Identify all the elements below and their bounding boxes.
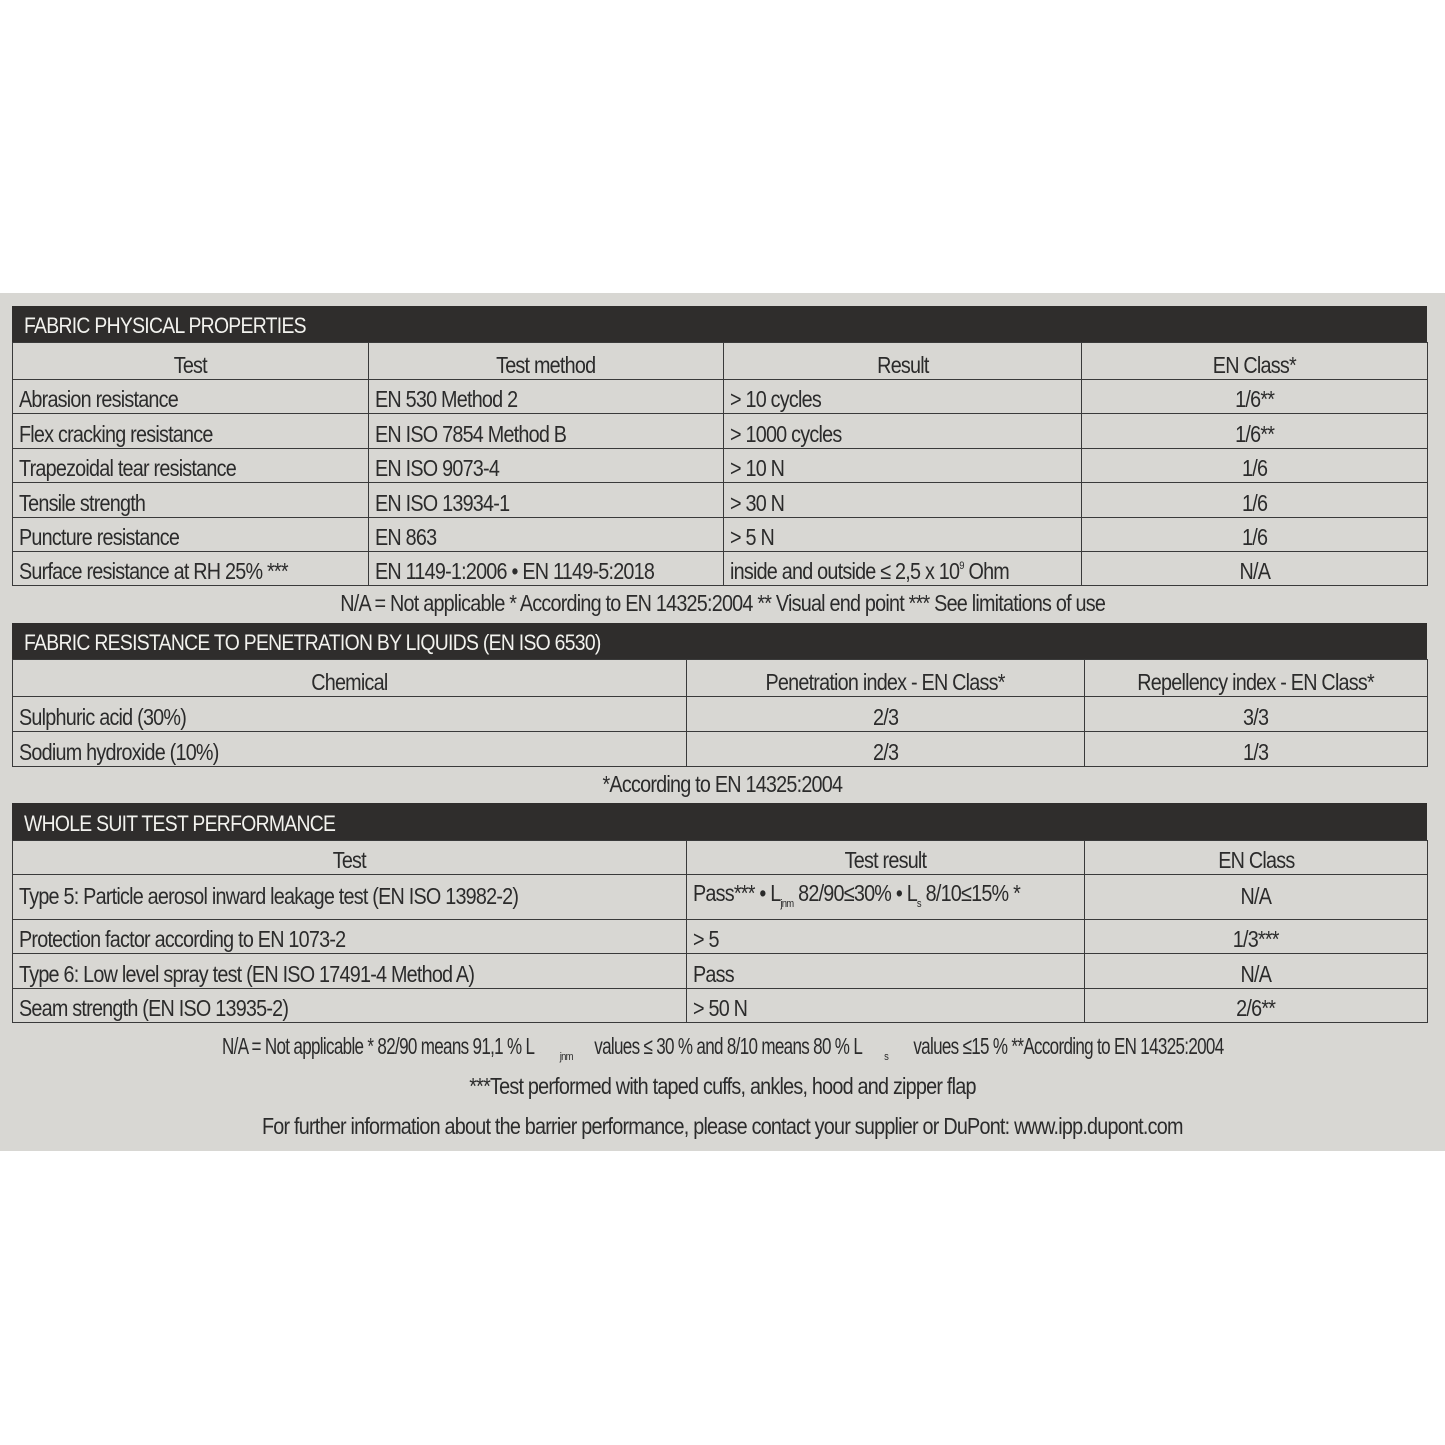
table-cell: Type 6: Low level spray test (EN ISO 17491-4 Method A) bbox=[13, 954, 687, 989]
table-cell: EN 530 Method 2 bbox=[369, 380, 724, 414]
section-title: FABRIC PHYSICAL PROPERTIES bbox=[24, 313, 306, 338]
table-cell: 1/3*** bbox=[1085, 920, 1428, 954]
footnote: ***Test performed with taped cuffs, ankles, hood and zipper flap bbox=[469, 1073, 976, 1099]
whole-suit-table bbox=[12, 840, 1428, 1023]
table-cell: Pass*** • $L_{jnm}$ 82/90≤30% • $L_s$ 8/10≤15% * bbox=[687, 875, 1085, 920]
table-cell: 1/6 bbox=[1082, 483, 1428, 518]
column-header: Test bbox=[13, 841, 687, 875]
footnote: *According to EN 14325:2004 bbox=[602, 771, 843, 797]
table-cell: Abrasion resistance bbox=[13, 380, 369, 414]
table-cell: 2/3 bbox=[687, 732, 1085, 767]
table-cell: EN ISO 13934-1 bbox=[369, 483, 724, 518]
table-cell: > 10 cycles bbox=[724, 380, 1082, 414]
table-cell: Puncture resistance bbox=[13, 518, 369, 552]
table-cell: > 10 N bbox=[724, 449, 1082, 483]
fabric-physical-table bbox=[12, 342, 1428, 586]
table-cell: > 30 N bbox=[724, 483, 1082, 518]
table-cell: Seam strength (EN ISO 13935-2) bbox=[13, 989, 687, 1023]
column-header: EN Class* bbox=[1082, 343, 1428, 380]
section-header-whole-suit bbox=[12, 803, 1427, 840]
table-cell: > 5 N bbox=[724, 518, 1082, 552]
table-cell: 3/3 bbox=[1085, 697, 1428, 732]
table-header-row bbox=[13, 841, 1428, 875]
table-cell: Sulphuric acid (30%) bbox=[13, 697, 687, 732]
footnote: N/A = Not applicable * 82/90 means 91,1 % L $_{jnm}$values ≤ 30 % and 8/10 means 80 % L $_s$values ≤15 % **According to EN 14325:2004 bbox=[221, 1033, 1224, 1063]
liquid-penetration-table bbox=[12, 659, 1428, 767]
table-cell: inside and outside ≤ 2,5 x $10^9$ Ohm bbox=[724, 552, 1082, 586]
table-row bbox=[13, 380, 1428, 414]
table-cell: 2/6** bbox=[1085, 989, 1428, 1023]
table-cell: > 5 bbox=[687, 920, 1085, 954]
table-row bbox=[13, 518, 1428, 552]
column-header: Test bbox=[13, 343, 369, 380]
contact-note: For further information about the barrier performance, please contact your supplier or DuPont: www.ipp.dupont.com bbox=[262, 1113, 1183, 1139]
table-cell: 1/6 bbox=[1082, 449, 1428, 483]
column-header: EN Class bbox=[1085, 841, 1428, 875]
table-cell: EN 1149-1:2006 • EN 1149-5:2018 bbox=[369, 552, 724, 586]
column-header: Test result bbox=[687, 841, 1085, 875]
table-cell: EN 863 bbox=[369, 518, 724, 552]
table-cell: 1/3 bbox=[1085, 732, 1428, 767]
table-cell: 2/3 bbox=[687, 697, 1085, 732]
table-cell: > 50 N bbox=[687, 989, 1085, 1023]
table-cell: Flex cracking resistance bbox=[13, 414, 369, 449]
section-title: WHOLE SUIT TEST PERFORMANCE bbox=[24, 811, 336, 836]
table-row bbox=[13, 989, 1428, 1023]
table-row bbox=[13, 552, 1428, 586]
table-cell: 1/6** bbox=[1082, 414, 1428, 449]
table-cell: N/A bbox=[1082, 552, 1428, 586]
table-cell: N/A bbox=[1085, 954, 1428, 989]
column-header: Test method bbox=[369, 343, 724, 380]
table-cell: EN ISO 9073-4 bbox=[369, 449, 724, 483]
section-title: FABRIC RESISTANCE TO PENETRATION BY LIQUIDS (EN ISO 6530) bbox=[24, 630, 601, 655]
table-cell: Trapezoidal tear resistance bbox=[13, 449, 369, 483]
section-header-liquid-penetration bbox=[12, 623, 1427, 659]
table-row bbox=[13, 483, 1428, 518]
table-cell: Tensile strength bbox=[13, 483, 369, 518]
table-row bbox=[13, 920, 1428, 954]
table-cell: Protection factor according to EN 1073-2 bbox=[13, 920, 687, 954]
table-cell: Surface resistance at RH 25% *** bbox=[13, 552, 369, 586]
table-cell: 1/6 bbox=[1082, 518, 1428, 552]
table-row bbox=[13, 732, 1428, 767]
column-header: Chemical bbox=[13, 660, 687, 697]
table-header-row bbox=[13, 660, 1428, 697]
table-cell: 1/6** bbox=[1082, 380, 1428, 414]
table-row bbox=[13, 449, 1428, 483]
datasheet-panel bbox=[0, 293, 1445, 1151]
table-cell: > 1000 cycles bbox=[724, 414, 1082, 449]
section-header-fabric-physical bbox=[12, 306, 1427, 342]
table-cell: Pass bbox=[687, 954, 1085, 989]
column-header: Repellency index - EN Class* bbox=[1085, 660, 1428, 697]
table-header-row bbox=[13, 343, 1428, 380]
table-cell: EN ISO 7854 Method B bbox=[369, 414, 724, 449]
table-cell: Type 5: Particle aerosol inward leakage test (EN ISO 13982-2) bbox=[13, 875, 687, 920]
exponent: 9 bbox=[959, 560, 964, 572]
table-row bbox=[13, 954, 1428, 989]
column-header: Penetration index - EN Class* bbox=[687, 660, 1085, 697]
table-cell: Sodium hydroxide (10%) bbox=[13, 732, 687, 767]
table-row bbox=[13, 697, 1428, 732]
table-row bbox=[13, 414, 1428, 449]
footnote: N/A = Not applicable * According to EN 14325:2004 ** Visual end point *** See limitations of use bbox=[340, 590, 1105, 616]
column-header: Result bbox=[724, 343, 1082, 380]
table-cell: N/A bbox=[1085, 875, 1428, 920]
table-row bbox=[13, 875, 1428, 920]
